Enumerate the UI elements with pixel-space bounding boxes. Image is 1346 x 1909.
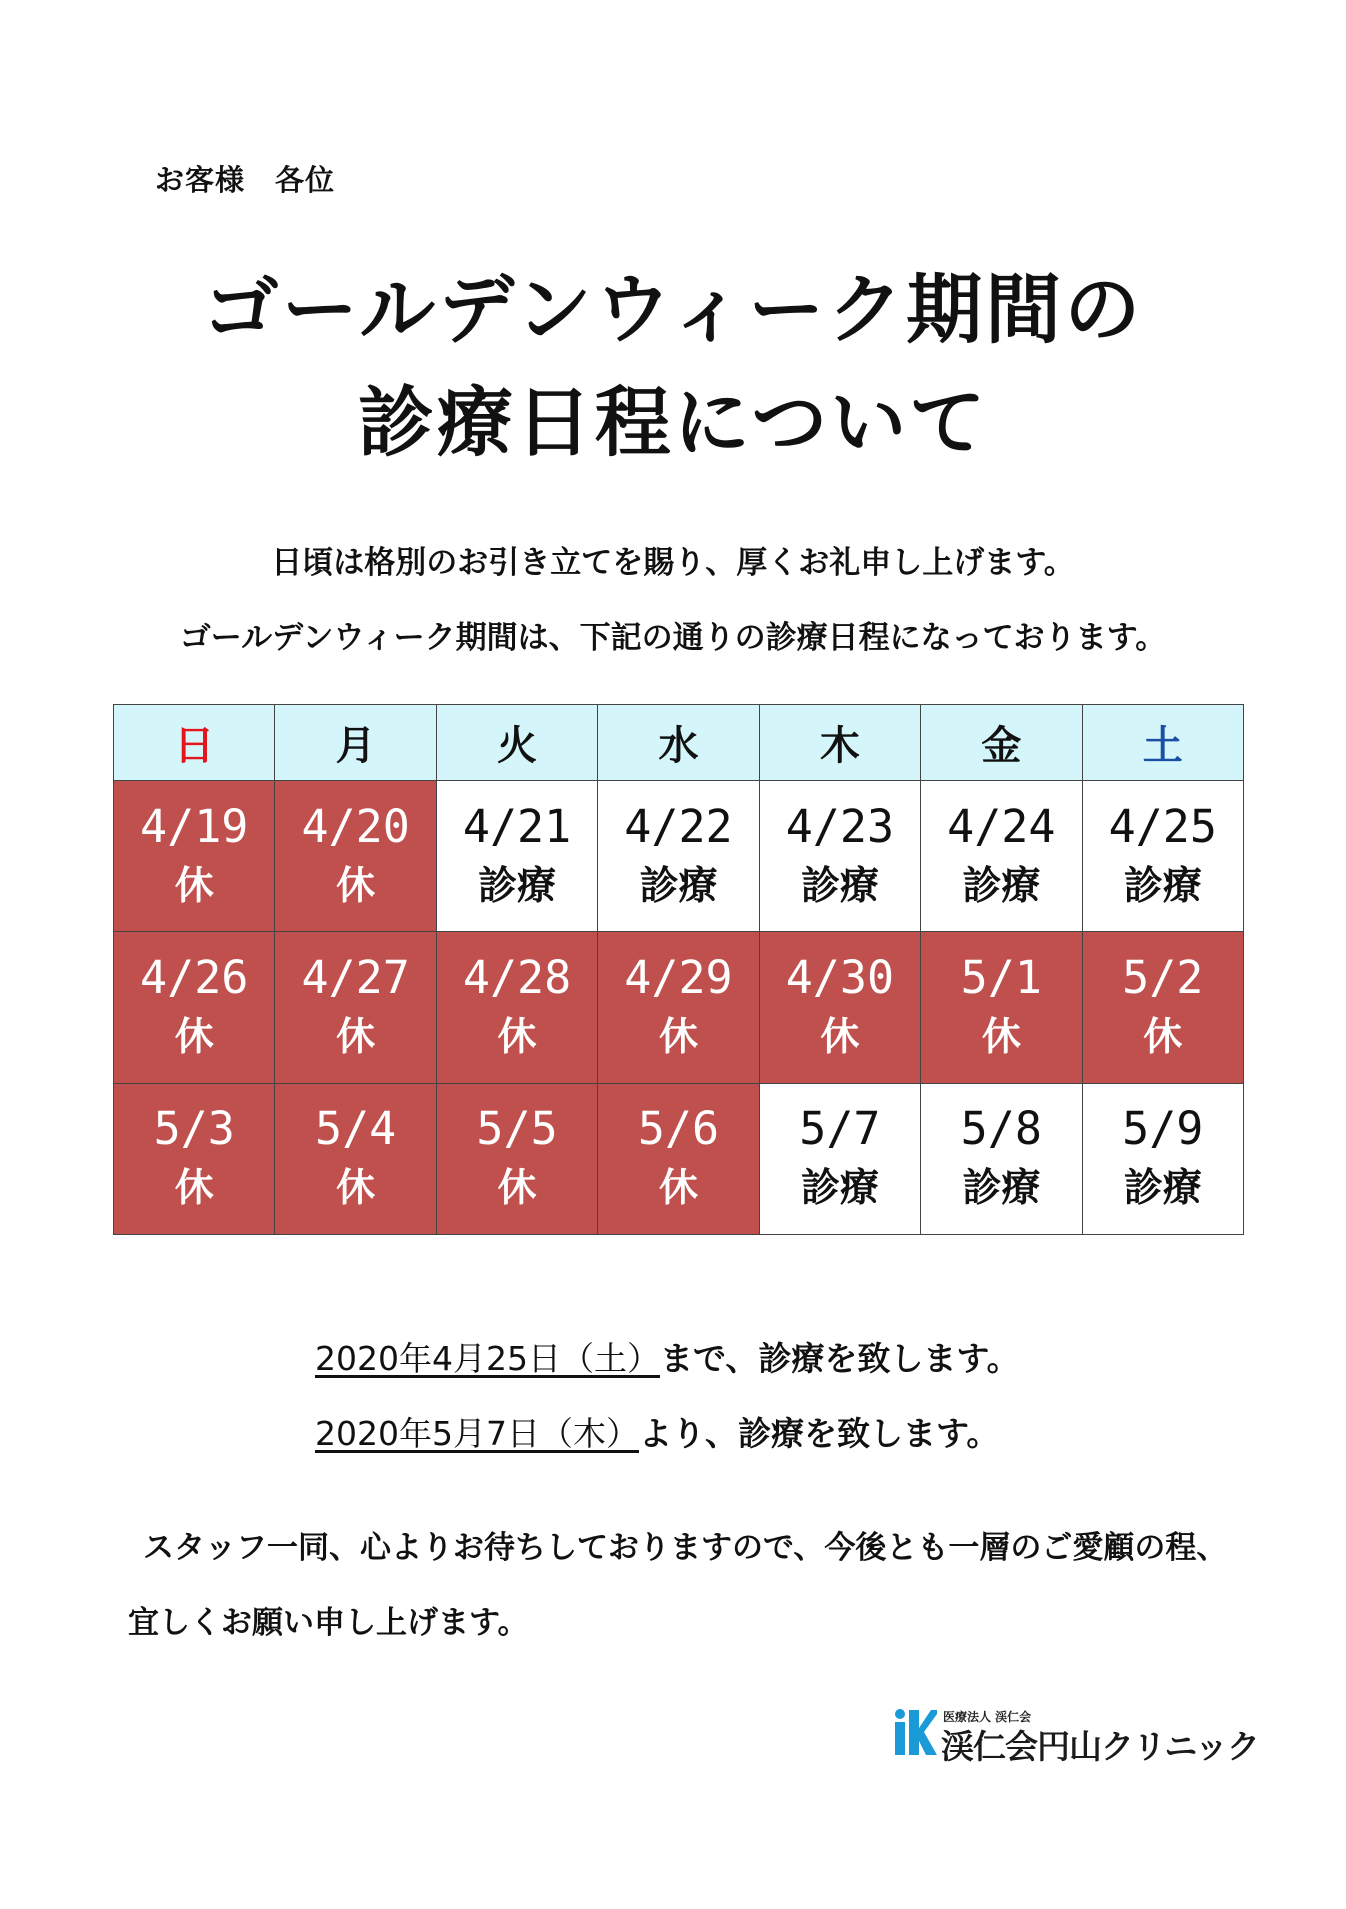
day-status: 診療 [962, 863, 1041, 909]
weekday-header: 金 [921, 705, 1082, 781]
note-last-day [315, 1333, 1020, 1380]
day-status: 診療 [800, 1166, 879, 1212]
intro-line-1: 日頃は格別のお引き立てを賜り、厚くお礼申し上げます。 [271, 545, 1075, 581]
day-status: 診療 [1123, 863, 1202, 909]
day-cell [759, 781, 920, 932]
day-cell [1082, 781, 1243, 932]
note-last-day-date: 2020年4月25日（土） [315, 1339, 660, 1378]
day-status: 休 [820, 1015, 860, 1061]
day-cell [436, 932, 597, 1083]
day-status: 診療 [1123, 1166, 1202, 1212]
day-status: 休 [1143, 1015, 1183, 1061]
day-cell [921, 1083, 1082, 1234]
day-status: 休 [336, 1166, 376, 1212]
day-cell [1082, 1083, 1243, 1234]
schedule-calendar [113, 704, 1244, 1235]
week-row [114, 1083, 1244, 1234]
clinic-logo-mark-icon [893, 1708, 937, 1756]
day-date: 5/2 [1122, 951, 1204, 1005]
day-date: 5/9 [1122, 1102, 1204, 1156]
day-cell [275, 781, 436, 932]
day-date: 5/8 [960, 1102, 1042, 1156]
page-title-line-2: 診療日程について [357, 378, 989, 467]
day-date: 4/20 [301, 799, 410, 853]
note-last-day-text: まで、診療を致します。 [659, 1339, 1020, 1378]
day-date: 4/19 [140, 799, 249, 853]
day-cell [759, 1083, 920, 1234]
weekday-header: 土 [1082, 705, 1243, 781]
week-row [114, 781, 1244, 932]
day-date: 4/26 [140, 951, 249, 1005]
weekday-header: 月 [275, 705, 436, 781]
clinic-corporation-name: 医療法人 渓仁会 [943, 1710, 1032, 1724]
day-status: 休 [174, 1166, 214, 1212]
day-status: 休 [336, 863, 376, 909]
day-status: 診療 [962, 1166, 1041, 1212]
day-status: 休 [981, 1015, 1021, 1061]
intro-line-2: ゴールデンウィーク期間は、下記の通りの診療日程になっております。 [179, 620, 1167, 656]
day-status: 休 [658, 1015, 698, 1061]
day-date: 4/21 [462, 799, 572, 853]
day-cell [598, 932, 759, 1083]
clinic-logo [893, 1708, 1260, 1766]
day-status: 休 [174, 1015, 214, 1061]
day-cell [436, 1083, 597, 1234]
weekday-header: 木 [759, 705, 920, 781]
day-cell [436, 781, 597, 932]
day-status: 休 [174, 863, 214, 909]
day-date: 5/5 [476, 1102, 558, 1156]
weekday-header: 火 [436, 705, 597, 781]
day-cell [598, 1083, 759, 1234]
day-date: 4/29 [624, 951, 733, 1005]
day-date: 4/24 [947, 799, 1056, 853]
weekday-header: 日 [114, 705, 275, 781]
closing-line-1: スタッフ一同、心よりお待ちしておりますので、今後とも一層のご愛顧の程、 [143, 1530, 1228, 1566]
day-cell [598, 781, 759, 932]
day-date: 4/23 [785, 799, 895, 853]
day-status: 診療 [478, 863, 557, 909]
day-date: 5/6 [637, 1102, 720, 1156]
day-status: 休 [497, 1166, 537, 1212]
day-status: 診療 [800, 863, 879, 909]
day-cell [114, 781, 275, 932]
day-date: 5/4 [314, 1102, 397, 1156]
day-date: 4/28 [462, 951, 572, 1005]
day-cell [759, 932, 920, 1083]
day-date: 5/3 [153, 1102, 235, 1156]
day-status: 診療 [639, 863, 718, 909]
day-date: 5/7 [799, 1102, 881, 1156]
day-status: 休 [497, 1015, 537, 1061]
note-resume-day-date: 2020年5月7日（木） [315, 1414, 639, 1453]
day-status: 休 [658, 1166, 698, 1212]
day-cell [114, 932, 275, 1083]
clinic-name: 渓仁会円山クリニック [941, 1727, 1260, 1766]
page-title-line-1: ゴールデンウィーク期間の [202, 265, 1144, 354]
day-cell [921, 781, 1082, 932]
day-cell [275, 932, 436, 1083]
week-row [114, 932, 1244, 1083]
addressee: お客様 各位 [155, 163, 336, 197]
day-status: 休 [336, 1015, 376, 1061]
day-cell [921, 932, 1082, 1083]
day-cell [1082, 932, 1243, 1083]
weekday-header-row [114, 705, 1244, 781]
day-date: 4/25 [1108, 799, 1217, 853]
day-date: 5/1 [960, 951, 1042, 1005]
day-date: 4/27 [301, 951, 410, 1005]
weekday-header: 水 [598, 705, 759, 781]
note-resume-day-text: より、診療を致します。 [638, 1414, 1000, 1453]
day-cell [114, 1083, 275, 1234]
day-date: 4/30 [785, 951, 895, 1005]
note-resume-day [315, 1408, 999, 1455]
closing-line-2: 宜しくお願い申し上げます。 [128, 1605, 529, 1641]
day-date: 4/22 [624, 799, 733, 853]
day-cell [275, 1083, 436, 1234]
